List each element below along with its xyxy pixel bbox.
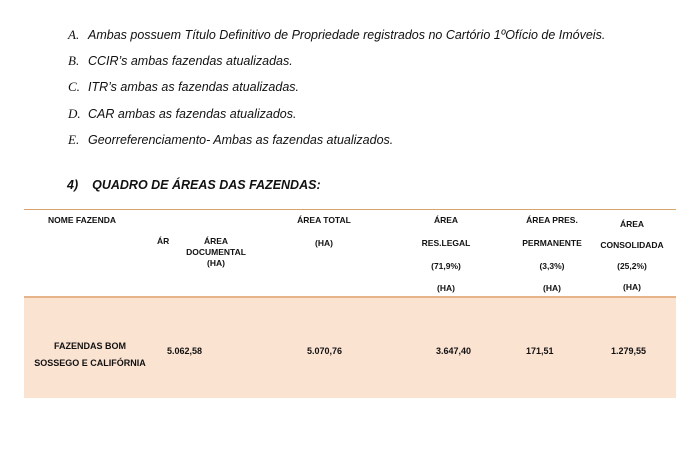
header-reserva-legal: [406, 215, 486, 294]
list-item: [68, 51, 293, 71]
header-reserva-legal-line4: (HA): [437, 283, 455, 293]
list-text: Georreferenciamento- Ambas as fazendas atualizados.: [88, 133, 394, 147]
header-area-total-line2: (HA): [315, 238, 333, 248]
list-letter: B.: [68, 53, 80, 68]
cell-reserva-legal: 3.647,40: [436, 346, 472, 356]
cell-nome-line1: FAZENDAS BOM: [54, 341, 126, 351]
header-preservacao-line4: (HA): [543, 283, 561, 293]
header-area-consolidada: [594, 219, 670, 293]
header-consolidada-line2: CONSOLIDADA: [600, 240, 664, 250]
list-text: CCIR’s ambas fazendas atualizadas.: [88, 54, 293, 68]
areas-table: [24, 209, 676, 398]
list-item: [68, 104, 296, 124]
header-area-total: [286, 215, 362, 249]
header-ar: ÁR: [157, 236, 170, 246]
list-item: [68, 77, 299, 97]
cell-nome-line2: SOSSEGO E CALIFÓRNIA: [34, 358, 146, 368]
header-area-documental-line2: DOCUMENTAL: [186, 247, 246, 257]
cell-preservacao-permanente: 171,51: [526, 346, 554, 356]
list-item: [68, 130, 393, 150]
table-header-row: [24, 210, 676, 296]
header-preservacao-permanente: [504, 215, 600, 294]
header-reserva-legal-line3: (71,9%): [431, 261, 461, 271]
header-preservacao-line1: ÁREA PRES.: [526, 215, 578, 225]
list-text: Ambas possuem Título Definitivo de Propriedade registrados no Cartório 1ºOfício de Imóveis.: [88, 28, 606, 42]
list-item: [68, 25, 605, 45]
list-letter: E.: [68, 132, 80, 147]
cell-area-documental: 5.062,58: [167, 346, 203, 356]
header-consolidada-line4: (HA): [623, 282, 641, 292]
header-area-documental-line3: (HA): [207, 258, 225, 268]
header-area-documental-line1: ÁREA: [203, 236, 229, 246]
section-heading: [67, 178, 321, 192]
header-nome-fazenda: NOME FAZENDA: [48, 215, 116, 225]
header-area-total-line1: ÁREA TOTAL: [297, 215, 351, 225]
cell-nome-fazenda: [30, 338, 150, 372]
cell-area-consolidada: 1.279,55: [611, 346, 647, 356]
header-preservacao-line3: (3,3%): [539, 261, 565, 271]
list-text: ITR’s ambas as fazendas atualizadas.: [88, 80, 299, 94]
list-letter: A.: [68, 27, 80, 42]
header-consolidada-line3: (25,2%): [617, 261, 647, 271]
header-reserva-legal-line2: RES.LEGAL: [421, 238, 471, 248]
cell-area-total: 5.070,76: [307, 346, 343, 356]
list-letter: D.: [68, 106, 81, 121]
header-preservacao-line2: PERMANENTE: [522, 238, 582, 248]
table-row: [24, 298, 676, 398]
list-text: CAR ambas as fazendas atualizados.: [88, 107, 297, 121]
header-reserva-legal-line1: ÁREA: [433, 215, 459, 225]
section-number: 4): [67, 178, 79, 192]
header-consolidada-line1: ÁREA: [619, 219, 645, 229]
section-title: QUADRO DE ÁREAS DAS FAZENDAS:: [92, 178, 321, 192]
header-area-documental: [176, 236, 256, 269]
list-letter: C.: [68, 79, 80, 94]
